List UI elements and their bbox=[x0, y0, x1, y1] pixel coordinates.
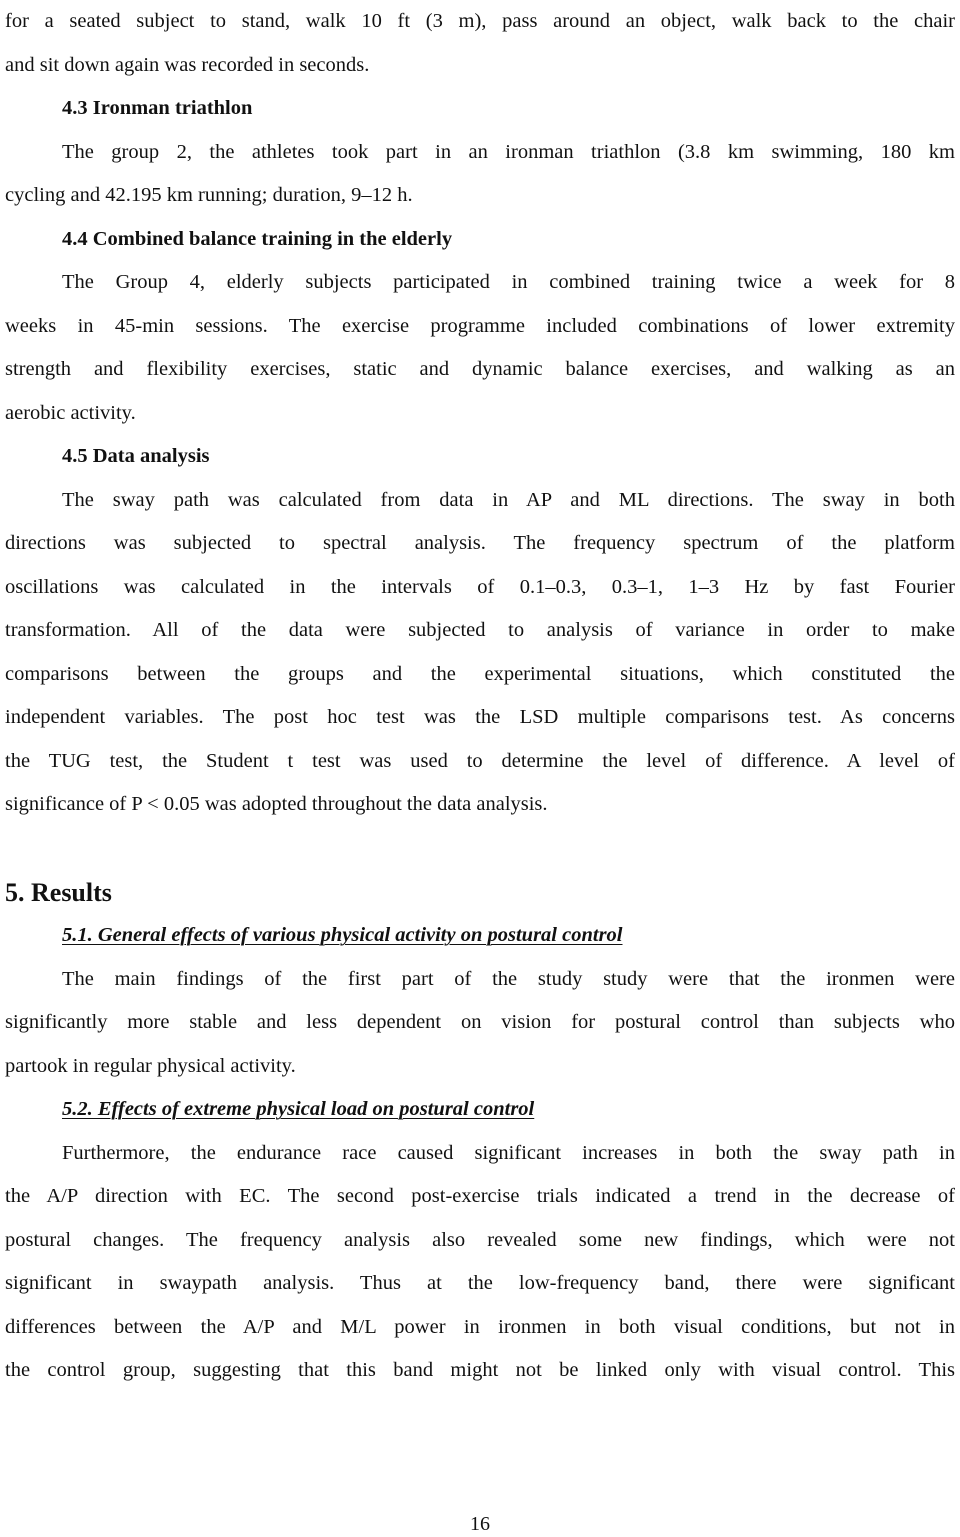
paragraph-line: Furthermore, the endurance race caused significant increases in both the sway path in bbox=[62, 1141, 955, 1164]
section-4-5-heading: 4.5 Data analysis bbox=[62, 445, 210, 467]
paragraph-line: The Group 4, elderly subjects participated in combined training twice a week for 8 bbox=[62, 271, 955, 293]
paragraph-line: the TUG test, the Student t test was used to determine the level of difference. A level of bbox=[5, 749, 955, 772]
paragraph-line: significant in swaypath analysis. Thus at the low-frequency band, there were significant bbox=[5, 1272, 955, 1294]
paragraph-line: oscillations was calculated in the intervals of 0.1–0.3, 0.3–1, 1–3 Hz by fast Fourier bbox=[5, 575, 955, 598]
paragraph-line: the control group, suggesting that this band might not be linked only with visual control. This bbox=[5, 1359, 955, 1381]
section-5-1-heading: 5.1. General effects of various physical activity on postural control bbox=[62, 924, 623, 946]
paragraph-line: postural changes. The frequency analysis also revealed some new findings, which were not bbox=[5, 1228, 955, 1251]
section-4-3-heading: 4.3 Ironman triathlon bbox=[62, 97, 253, 119]
intro-line: for a seated subject to stand, walk 10 ft (3 m), pass around an object, walk back to the chair bbox=[5, 10, 955, 32]
paragraph-line: The sway path was calculated from data in AP and ML directions. The sway in both bbox=[62, 488, 955, 511]
section-5-1-heading-row bbox=[5, 914, 955, 958]
paragraph-line: cycling and 42.195 km running; duration, 9–12 h. bbox=[5, 184, 413, 206]
section-5-2-heading-row bbox=[5, 1088, 955, 1132]
section-4-4-heading: 4.4 Combined balance training in the elderly bbox=[62, 227, 453, 250]
results-heading: 5. Results bbox=[5, 877, 112, 907]
paragraph-line: strength and flexibility exercises, static and dynamic balance exercises, and walking as an bbox=[5, 358, 955, 380]
paragraph-line: comparisons between the groups and the experimental situations, which constituted the bbox=[5, 662, 955, 685]
paragraph-line: partook in regular physical activity. bbox=[5, 1054, 296, 1077]
intro-line: and sit down again was recorded in seconds. bbox=[5, 53, 370, 76]
paragraph-line: The group 2, the athletes took part in an ironman triathlon (3.8 km swimming, 180 km bbox=[62, 140, 955, 163]
paragraph-line: significantly more stable and less dependent on vision for postural control than subjects who bbox=[5, 1011, 955, 1033]
paragraph-line: independent variables. The post hoc test was the LSD multiple comparisons test. As concerns bbox=[5, 706, 955, 728]
paragraph-line: transformation. All of the data were subjected to analysis of variance in order to make bbox=[5, 619, 955, 641]
paragraph-line: differences between the A/P and M/L power in ironmen in both visual conditions, but not in bbox=[5, 1315, 955, 1338]
paragraph-line: The main findings of the first part of the study study were that the ironmen were bbox=[62, 967, 955, 990]
section-5-2-heading: 5.2. Effects of extreme physical load on postural control bbox=[62, 1098, 535, 1120]
page-number: 16 bbox=[470, 1513, 490, 1535]
paragraph-line: weeks in 45-min sessions. The exercise programme included combinations of lower extremity bbox=[5, 314, 955, 337]
document-page bbox=[5, 0, 955, 1393]
paragraph-line: aerobic activity. bbox=[5, 401, 136, 424]
paragraph-line: the A/P direction with EC. The second post-exercise trials indicated a trend in the decrease of bbox=[5, 1185, 955, 1207]
paragraph-line: directions was subjected to spectral analysis. The frequency spectrum of the platform bbox=[5, 532, 955, 554]
paragraph-line: significance of P < 0.05 was adopted throughout the data analysis. bbox=[5, 793, 548, 815]
